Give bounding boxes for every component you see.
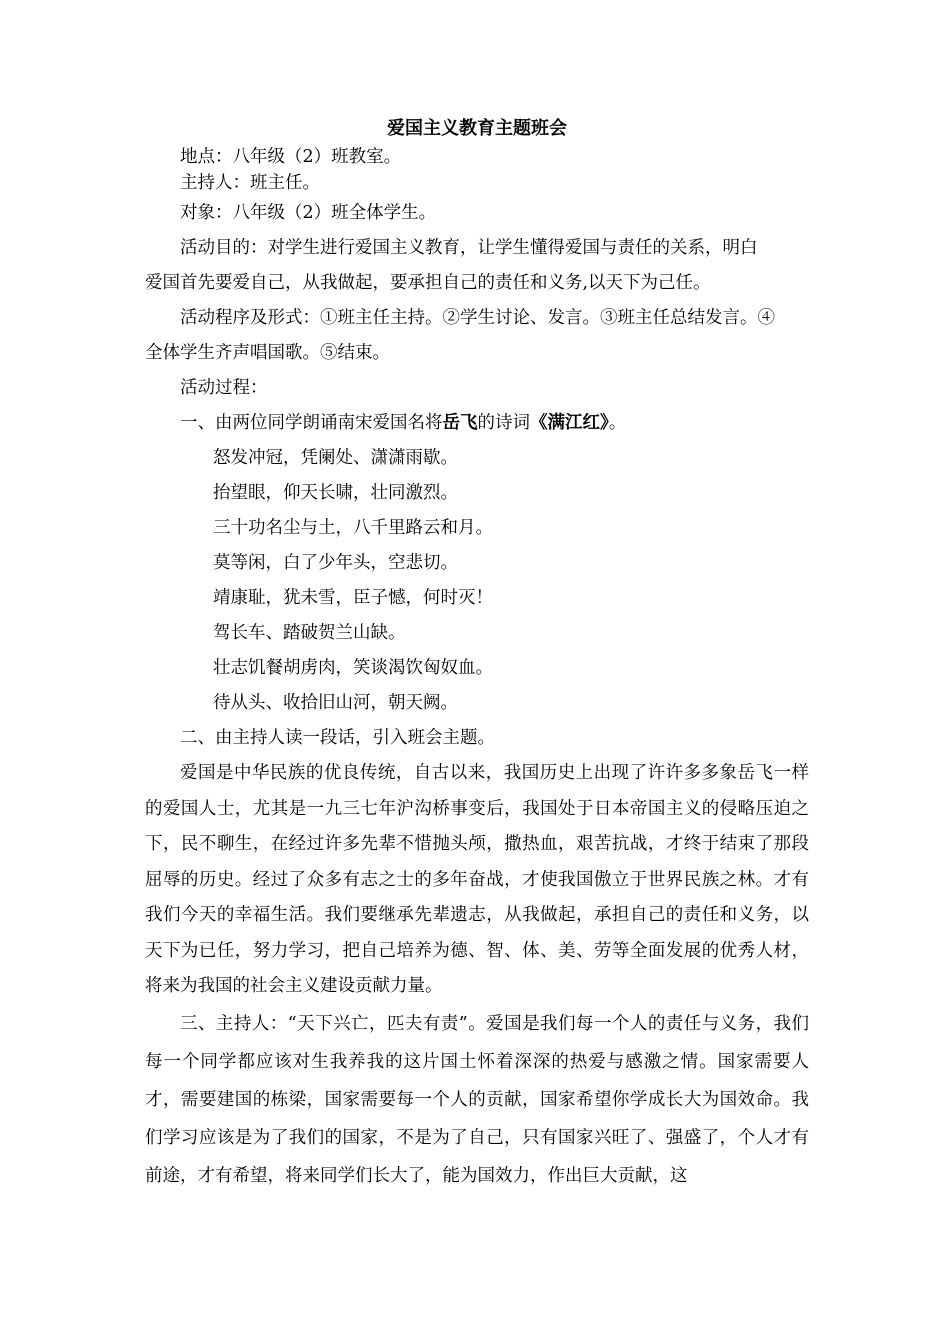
procedure-line-1: 活动程序及形式：①班主任主持。②学生讨论、发言。③班主任总结发言。④ [180,308,775,328]
poem-line: 靖康耻，犹未雪，臣子憾，何时灭！ [213,588,493,608]
step1-poem-title: 《满江红》 [530,413,609,433]
host-line: 主持人：班主任。 [180,173,320,193]
paragraph-2: 爱国是中华民族的优良传统，自古以来，我国历史上出现了许许多多象岳飞一样的爱国人士，尤其是一九三七年沪沟桥事变后，我国处于日本帝国主义的侵略压迫之下，民不聊生，在经过许多先辈不惜抛头颅，撒热血，艰苦抗战，才终于结束了那段屈辱的历史。经过了众多有志之士的多年奋战，才使我国傲立于世界民族之林。才有我们今天的幸福生活。我们要继承先辈遗志，从我做起，承担自己的责任和义务，以天下为已任，努力学习，把自己培养为德、智、体、美、劳等全面发展的优秀人材，将来为我国的社会主义建设贡献力量。 [145,763,809,996]
poem-line: 待从头、收拾旧山河，朝天阙。 [213,693,458,713]
step1-prefix: 一、由两位同学朗诵南宋爱国名将 [180,413,443,433]
poem-line: 抬望眼，仰天长啸，壮同激烈。 [213,483,458,503]
poem-line: 三十功名尘与土，八千里路云和月。 [213,518,493,538]
poem-line: 驾长车、踏破贺兰山缺。 [213,623,406,643]
poem-line: 莫等闲，白了少年头，空悲切。 [213,553,458,573]
step1-line [145,406,809,441]
audience-line: 对象：八年级（2）班全体学生。 [180,203,437,223]
poem-line: 壮志饥餐胡虏肉，笑谈渴饮匈奴血。 [213,658,493,678]
paragraph-3: 三、主持人：“天下兴亡，匹夫有责”。爱国是我们每一个人的责任与义务，我们每一个同学都应该对生我养我的这片国土怀着深深的热爱与感激之情。国家需要人才，需要建国的栋梁，国家需要每一个人的贡献，国家希望你学成长大为国效命。我们学习应该是为了我们的国家，不是为了自己，只有国家兴旺了、强盛了，个人才有前途，才有希望，将来同学们长大了，能为国效力，作出巨大贡献，这 [145,1013,809,1186]
step1-end: 。 [608,413,627,433]
purpose-line-2: 爱国首先要爱自己，从我做起，要承担自己的责任和义务,以天下为己任。 [145,273,711,293]
procedure-line-2: 全体学生齐声唱国歌。⑤结束。 [145,343,390,363]
document-title: 爱国主义教育主题班会 [387,118,567,139]
document-page [145,118,809,1195]
step2-line: 二、由主持人读一段话，引入班会主题。 [180,728,495,748]
poem-line: 怒发冲冠，凭阑处、潇潇雨歇。 [213,448,458,468]
purpose-line-1: 活动目的：对学生进行爱国主义教育，让学生懂得爱国与责任的关系，明白 [180,238,758,258]
location-line: 地点：八年级（2）班教室。 [180,147,402,167]
step1-name: 岳飞 [442,413,478,433]
step1-mid: 的诗词 [477,413,530,433]
process-heading: 活动过程： [180,378,268,398]
